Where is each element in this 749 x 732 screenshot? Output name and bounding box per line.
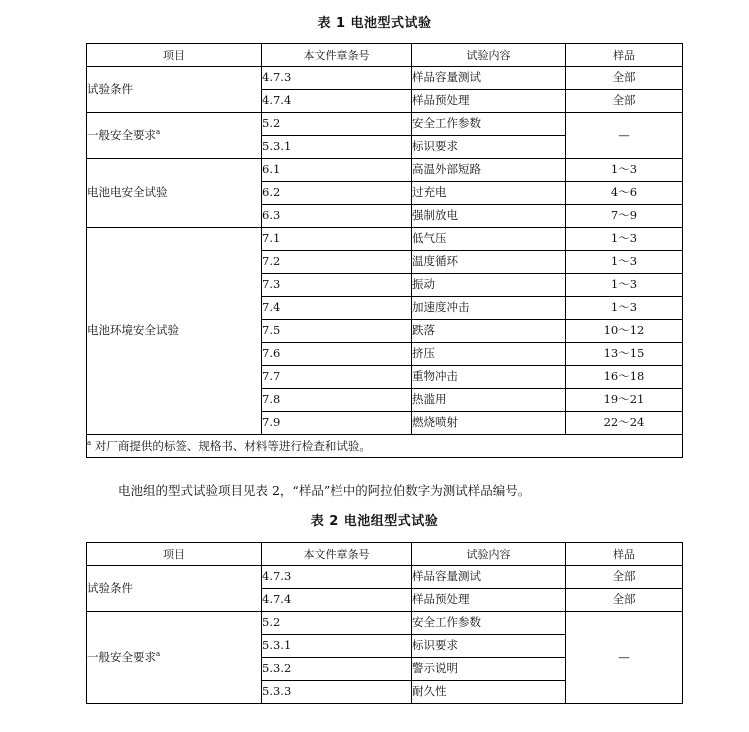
clause-cell: 6.3 — [262, 205, 412, 228]
table-row — [87, 67, 683, 90]
header-clause: 本文件章条号 — [262, 44, 412, 67]
content-cell: 样品预处理 — [412, 90, 566, 113]
clause-cell: 5.2 — [262, 113, 412, 136]
content-cell: 温度循环 — [412, 251, 566, 274]
content-cell: 低气压 — [412, 228, 566, 251]
footnote-mark: a — [156, 128, 161, 137]
sample-cell: 1～3 — [566, 159, 683, 182]
content-cell: 标识要求 — [412, 136, 566, 159]
content-cell: 样品容量测试 — [412, 566, 566, 589]
footnote-text: 对厂商提供的标签、规格书、材料等进行检查和试验。 — [94, 438, 371, 453]
clause-cell: 5.2 — [262, 612, 412, 635]
clause-cell: 5.3.1 — [262, 136, 412, 159]
clause-cell: 7.3 — [262, 274, 412, 297]
content-cell: 燃烧喷射 — [412, 412, 566, 435]
clause-cell: 7.2 — [262, 251, 412, 274]
item-label: 一般安全要求 — [87, 128, 156, 143]
item-cell — [87, 228, 262, 435]
sample-cell: 1～3 — [566, 251, 683, 274]
content-cell: 过充电 — [412, 182, 566, 205]
sample-cell: 22～24 — [566, 412, 683, 435]
sample-cell: 全部 — [566, 566, 683, 589]
item-label: 试验条件 — [87, 580, 133, 595]
clause-cell: 7.7 — [262, 366, 412, 389]
content-cell: 标识要求 — [412, 635, 566, 658]
item-cell — [87, 566, 262, 612]
table1 — [86, 43, 683, 458]
content-cell: 热滥用 — [412, 389, 566, 412]
sample-cell: — — [566, 612, 683, 704]
item-cell — [87, 67, 262, 113]
header-row — [87, 44, 683, 67]
sample-cell: 全部 — [566, 589, 683, 612]
content-cell: 加速度冲击 — [412, 297, 566, 320]
sample-cell: 7～9 — [566, 205, 683, 228]
content-cell: 安全工作参数 — [412, 612, 566, 635]
table2 — [86, 542, 683, 704]
item-cell — [87, 159, 262, 228]
sample-cell: 1～3 — [566, 274, 683, 297]
clause-cell: 7.8 — [262, 389, 412, 412]
clause-cell: 7.6 — [262, 343, 412, 366]
header-row — [87, 543, 683, 566]
item-cell — [87, 113, 262, 159]
clause-cell: 6.2 — [262, 182, 412, 205]
sample-cell: 1～3 — [566, 297, 683, 320]
header-content: 试验内容 — [412, 543, 566, 566]
sample-cell: 全部 — [566, 90, 683, 113]
clause-cell: 4.7.4 — [262, 589, 412, 612]
header-clause: 本文件章条号 — [262, 543, 412, 566]
clause-cell: 4.7.3 — [262, 566, 412, 589]
header-sample: 样品 — [566, 44, 683, 67]
clause-cell: 4.7.4 — [262, 90, 412, 113]
header-sample: 样品 — [566, 543, 683, 566]
clause-cell: 7.4 — [262, 297, 412, 320]
table-row — [87, 566, 683, 589]
footnote-mark: a — [87, 438, 92, 447]
item-label: 电池环境安全试验 — [87, 323, 179, 338]
clause-cell: 5.3.3 — [262, 681, 412, 704]
content-cell: 高温外部短路 — [412, 159, 566, 182]
sample-cell: 13～15 — [566, 343, 683, 366]
content-cell: 耐久性 — [412, 681, 566, 704]
content-cell: 重物冲击 — [412, 366, 566, 389]
sample-cell: 19～21 — [566, 389, 683, 412]
footnote — [87, 435, 683, 458]
header-item: 项目 — [87, 44, 262, 67]
header-content: 试验内容 — [412, 44, 566, 67]
content-cell: 安全工作参数 — [412, 113, 566, 136]
sample-cell: 4～6 — [566, 182, 683, 205]
table-row — [87, 612, 683, 635]
content-cell: 强制放电 — [412, 205, 566, 228]
clause-cell: 7.1 — [262, 228, 412, 251]
footnote-row — [87, 435, 683, 458]
item-label: 电池电安全试验 — [87, 185, 168, 200]
content-cell: 振动 — [412, 274, 566, 297]
clause-cell: 7.5 — [262, 320, 412, 343]
body-paragraph: 电池组的型式试验项目见表 2，“样品”栏中的阿拉伯数字为测试样品编号。 — [118, 483, 531, 498]
sample-cell: 1～3 — [566, 228, 683, 251]
footnote-mark: a — [156, 650, 161, 659]
table-row — [87, 228, 683, 251]
clause-cell: 5.3.1 — [262, 635, 412, 658]
content-cell: 样品容量测试 — [412, 67, 566, 90]
clause-cell: 6.1 — [262, 159, 412, 182]
item-label: 试验条件 — [87, 81, 133, 96]
content-cell: 样品预处理 — [412, 589, 566, 612]
item-label: 一般安全要求 — [87, 650, 156, 665]
sample-cell: — — [566, 113, 683, 159]
content-cell: 警示说明 — [412, 658, 566, 681]
table2-caption: 表 2 电池组型式试验 — [310, 514, 439, 529]
content-cell: 跌落 — [412, 320, 566, 343]
item-cell — [87, 612, 262, 704]
clause-cell: 7.9 — [262, 412, 412, 435]
sample-cell: 全部 — [566, 67, 683, 90]
sample-cell: 10～12 — [566, 320, 683, 343]
clause-cell: 4.7.3 — [262, 67, 412, 90]
content-cell: 挤压 — [412, 343, 566, 366]
clause-cell: 5.3.2 — [262, 658, 412, 681]
sample-cell: 16～18 — [566, 366, 683, 389]
header-item: 项目 — [87, 543, 262, 566]
table-row — [87, 113, 683, 136]
table1-caption: 表 1 电池型式试验 — [317, 16, 432, 31]
table-row — [87, 159, 683, 182]
